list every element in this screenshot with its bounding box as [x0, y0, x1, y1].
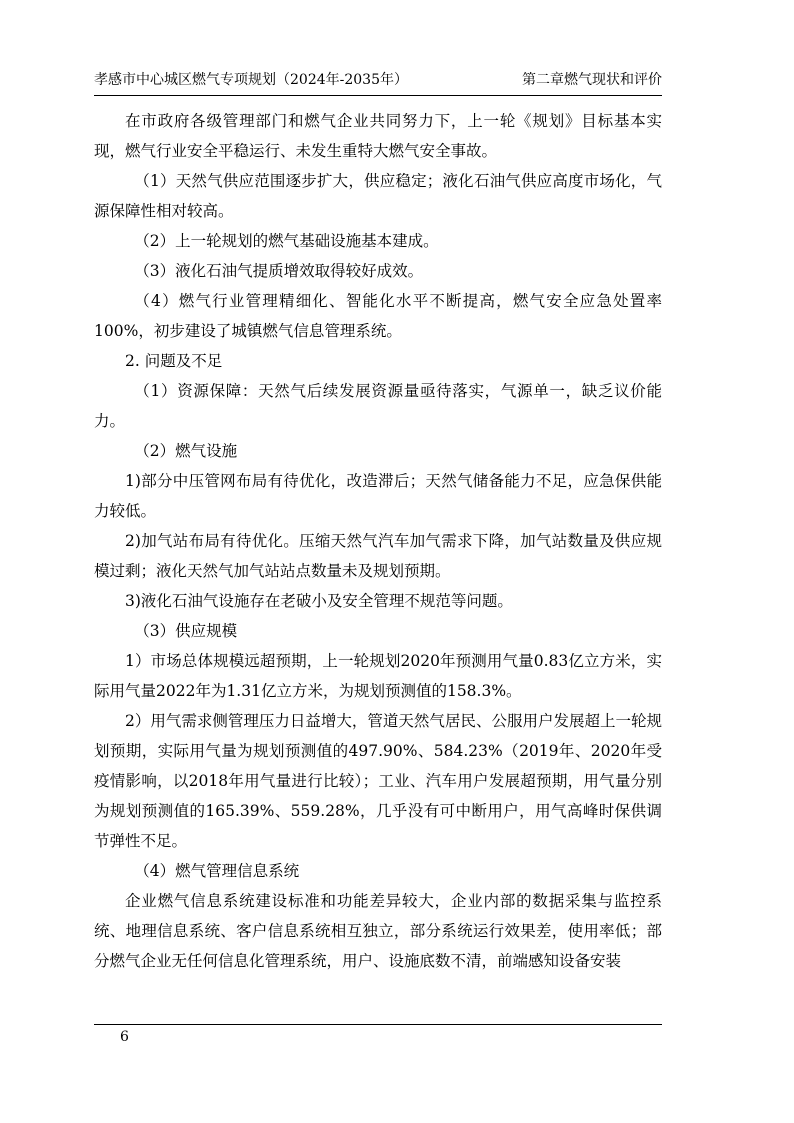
paragraph-facilities-1: 1)部分中压管网布局有待优化，改造滞后；天然气储备能力不足，应急保供能力较低。 — [94, 472, 662, 520]
paragraph-facilities-3: 3)液化石油气设施存在老破小及安全管理不规范等问题。 — [125, 592, 513, 610]
page-number: 6 — [120, 1029, 129, 1045]
paragraph-info-system: 企业燃气信息系统建设标准和功能差异较大，企业内部的数据采集与监控系统、地理信息系统、客户信息系统相互独立，部分系统运行效果差，使用率低；部分燃气企业无任何信息化管理系统，用户、设施底数不清，前端感知设备安装 — [94, 892, 662, 970]
paragraph-achievement-4: （4）燃气行业管理精细化、智能化水平不断提高，燃气安全应急处置率100%，初步建设了城镇燃气信息管理系统。 — [94, 292, 662, 340]
header-chapter-title: 第二章燃气现状和评价 — [522, 72, 662, 88]
paragraph-supply-1: 1）市场总体规模远超预期，上一轮规划2020年预测用气量0.83亿立方米，实际用气量2022年为1.31亿立方米，为规划预测值的158.3%。 — [94, 652, 662, 700]
paragraph-achievement-3: （3）液化石油气提质增效取得较好成效。 — [134, 262, 424, 280]
subheading-info-system: （4）燃气管理信息系统 — [134, 862, 300, 880]
body-text — [94, 106, 662, 976]
subheading-supply-scale: （3）供应规模 — [134, 622, 238, 640]
section-heading-problems: 2. 问题及不足 — [125, 352, 223, 370]
paragraph-intro: 在市政府各级管理部门和燃气企业共同努力下，上一轮《规划》目标基本实现，燃气行业安全平稳运行、未发生重特大燃气安全事故。 — [94, 112, 662, 160]
paragraph-achievement-1: （1）天然气供应范围逐步扩大，供应稳定；液化石油气供应高度市场化，气源保障性相对较高。 — [94, 172, 662, 220]
footer-divider — [94, 1024, 662, 1025]
subheading-gas-facilities: （2）燃气设施 — [134, 442, 238, 460]
paragraph-facilities-2: 2)加气站布局有待优化。压缩天然气汽车加气需求下降，加气站数量及供应规模过剩；液化天然气加气站站点数量未及规划预期。 — [94, 532, 662, 580]
paragraph-supply-2: 2）用气需求侧管理压力日益增大，管道天然气居民、公服用户发展超上一轮规划预期，实际用气量为规划预测值的497.90%、584.23%（2019年、2020年受疫情影响，以2018年用气量进行比较）；工业、汽车用户发展超预期，用气量分别为规划预测值的165.39%、559.28%，几乎没有可中断用户，用气高峰时保供调节弹性不足。 — [94, 712, 662, 850]
paragraph-achievement-2: （2）上一轮规划的燃气基础设施基本建成。 — [134, 232, 439, 250]
header-divider — [94, 95, 662, 96]
paragraph-resource-guarantee: （1）资源保障：天然气后续发展资源量亟待落实，气源单一，缺乏议价能力。 — [94, 382, 662, 430]
header-document-title: 孝感市中心城区燃气专项规划（2024年-2035年） — [94, 72, 408, 88]
page-header — [94, 69, 662, 91]
